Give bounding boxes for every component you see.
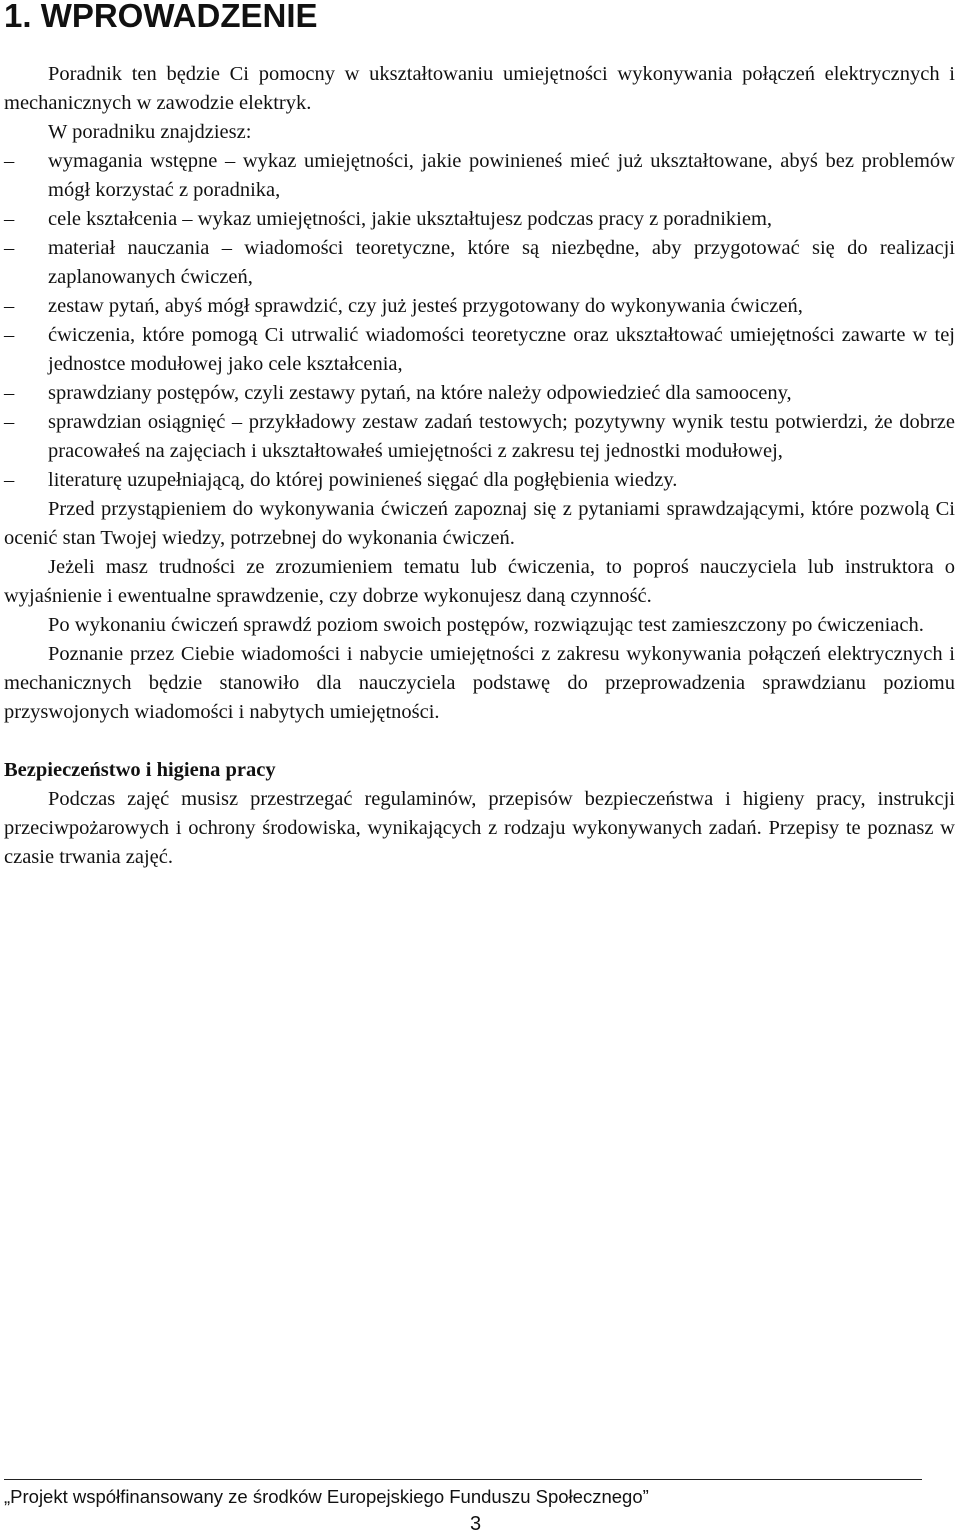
- list-item: – cele kształcenia – wykaz umiejętności, jakie ukształtujesz podczas pracy z poradnikiem,: [4, 205, 955, 234]
- footer-project-note: „Projekt współfinansowany ze środków Europejskiego Funduszu Społecznego”: [4, 1486, 649, 1507]
- footer-divider: [4, 1479, 922, 1480]
- intro-paragraph: W poradniku znajdziesz:: [48, 121, 252, 143]
- page-number: 3: [470, 1513, 482, 1535]
- intro-paragraph: Poradnik ten będzie Ci pomocny w ukształtowaniu umiejętności wykonywania połączeń elektrycznych i mechanicznych w zawodzie elektryk.: [4, 63, 955, 114]
- body-paragraph: Poznanie przez Ciebie wiadomości i nabycie umiejętności z zakresu wykonywania połączeń elektrycznych i mechanicznych będzie stanowiło dla nauczyciela podstawę do przeprowadzenia sprawdzianu poziomu przyswojonych wiadomości i nabytych umiejętności.: [4, 643, 955, 723]
- list-item: – wymagania wstępne – wykaz umiejętności, jakie powinieneś mieć już ukształtowane, abyś bez problemów mógł korzystać z poradnika,: [4, 147, 955, 205]
- list-item: – literaturę uzupełniającą, do której powinieneś sięgać dla pogłębienia wiedzy.: [4, 466, 955, 495]
- list-item: – ćwiczenia, które pomogą Ci utrwalić wiadomości teoretyczne oraz ukształtować umiejętności zawarte w tej jednostce modułowej jako cele kształcenia,: [4, 321, 955, 379]
- contents-list: [4, 147, 955, 495]
- list-item: – materiał nauczania – wiadomości teoretyczne, które są niezbędne, aby przygotować się do realizacji zaplanowanych ćwiczeń,: [4, 234, 955, 292]
- list-item: – sprawdzian osiągnięć – przykładowy zestaw zadań testowych; pozytywny wynik testu potwierdzi, że dobrze pracowałeś na zajęciach i ukształtowałeś umiejętności z zakresu tej jednostki modułowej,: [4, 408, 955, 466]
- safety-paragraph: Podczas zajęć musisz przestrzegać regulaminów, przepisów bezpieczeństwa i higieny pracy, instrukcji przeciwpożarowych i ochrony środowiska, wynikających z rodzaju wykonywanych zadań. Przepisy te poznasz w czasie trwania zajęć.: [4, 788, 955, 868]
- list-item: – zestaw pytań, abyś mógł sprawdzić, czy już jesteś przygotowany do wykonywania ćwiczeń,: [4, 292, 955, 321]
- section-heading: 1. WPROWADZENIE: [4, 0, 318, 34]
- body-paragraph: Jeżeli masz trudności ze zrozumieniem tematu lub ćwiczenia, to poproś nauczyciela lub instruktora o wyjaśnienie i ewentualne sprawdzenie, czy dobrze wykonujesz daną czynność.: [4, 556, 955, 607]
- document-body: [4, 60, 955, 872]
- body-paragraph: Po wykonaniu ćwiczeń sprawdź poziom swoich postępów, rozwiązując test zamieszczony po ćwiczeniach.: [48, 614, 924, 636]
- safety-heading: Bezpieczeństwo i higiena pracy: [4, 759, 276, 781]
- list-item: – sprawdziany postępów, czyli zestawy pytań, na które należy odpowiedzieć dla samooceny,: [4, 379, 955, 408]
- body-paragraph: Przed przystąpieniem do wykonywania ćwiczeń zapoznaj się z pytaniami sprawdzającymi, które pozwolą Ci ocenić stan Twojej wiedzy, potrzebnej do wykonania ćwiczeń.: [4, 498, 955, 549]
